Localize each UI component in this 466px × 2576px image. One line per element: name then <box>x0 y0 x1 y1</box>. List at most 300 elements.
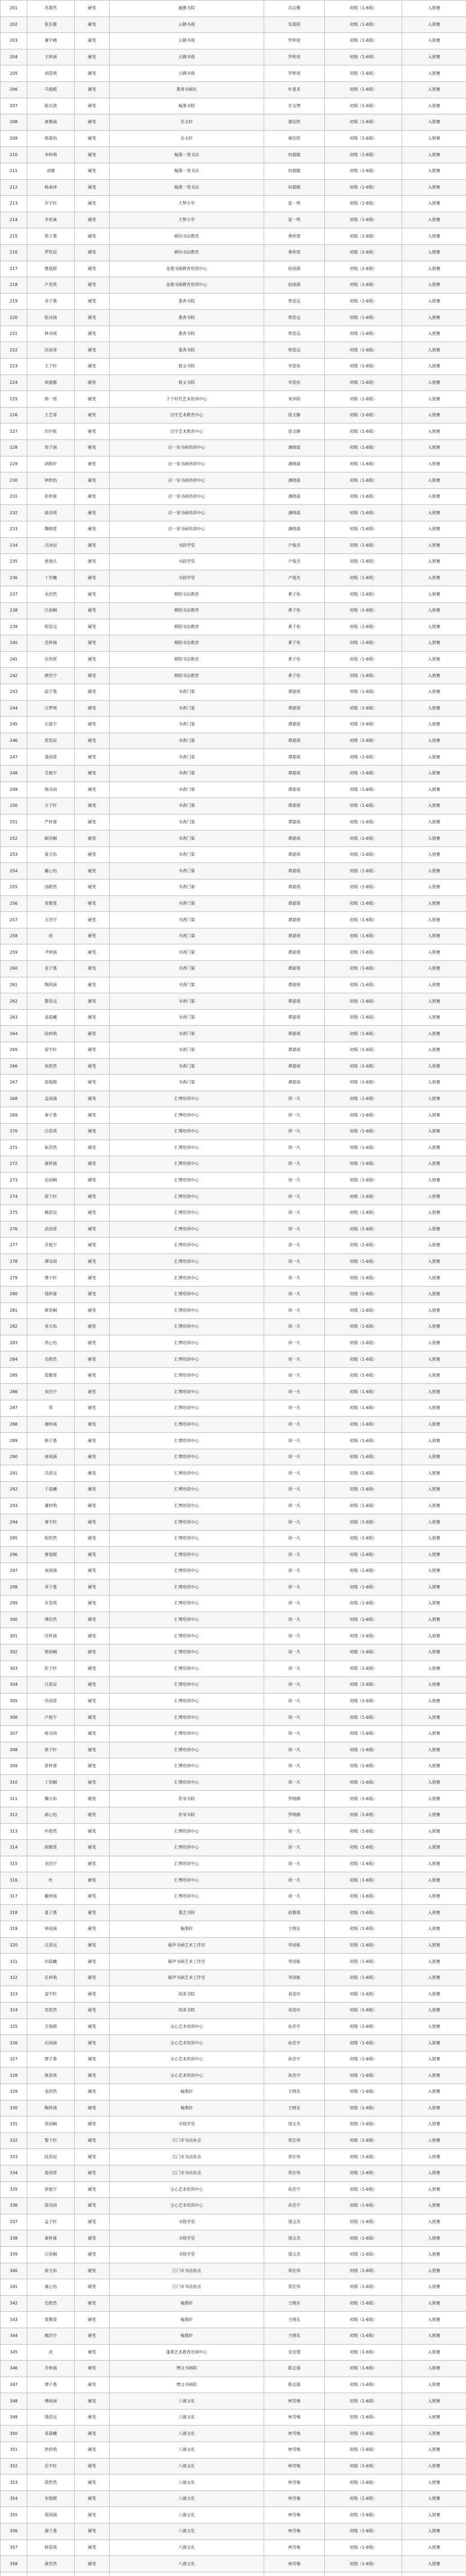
cell-status: 入围赛 <box>402 440 466 456</box>
cell-name: 岳皓然 <box>27 1351 75 1368</box>
cell-grade: 初级（1-6级） <box>325 98 402 114</box>
table-row <box>1 1514 466 1531</box>
cell-teacher <box>264 2572 325 2576</box>
cell-grade: 初级（1-6级） <box>325 586 402 603</box>
cell-institution: 书香门第 <box>110 879 264 896</box>
cell-name: 方浩宇 <box>27 912 75 928</box>
cell-institution: 汇博培训中心 <box>110 1107 264 1124</box>
cell-grade: 初级（1-6级） <box>325 537 402 554</box>
table-row <box>1 2507 466 2523</box>
cell-status: 入围赛 <box>402 1709 466 1726</box>
cell-grade: 初级（1-6级） <box>325 2100 402 2116</box>
cell-grade: 初级（1-6级） <box>325 505 402 521</box>
cell-institution: 书悦学堂 <box>110 2214 264 2230</box>
cell-category: 硬笔 <box>75 1335 110 1351</box>
cell-index: 267 <box>1 1075 27 1091</box>
cell-index: 339 <box>1 2246 27 2263</box>
table-row <box>1 1 466 17</box>
cell-status: 入围赛 <box>402 1465 466 1482</box>
cell-index: 323 <box>1 1986 27 2003</box>
cell-status: 入围赛 <box>402 977 466 993</box>
cell-grade: 初级（1-6级） <box>325 2035 402 2052</box>
table-row <box>1 993 466 1010</box>
cell-status: 入围赛 <box>402 2214 466 2230</box>
cell-grade: 初级（1-6级） <box>325 2523 402 2540</box>
cell-teacher: 谭嘉瑶 <box>264 684 325 700</box>
table-row <box>1 456 466 472</box>
cell-institution: 金墨书画教育培训中心 <box>110 261 264 277</box>
cell-category: 硬笔 <box>75 1693 110 1709</box>
cell-teacher: 张一鸣 <box>264 212 325 228</box>
table-row <box>1 2539 466 2556</box>
cell-teacher: 周一凡 <box>264 1319 325 1335</box>
cell-index: 225 <box>1 391 27 408</box>
cell-institution: 茗享书院 <box>110 1807 264 1823</box>
cell-teacher: 罗晓静 <box>264 1791 325 1807</box>
cell-category: 硬笔 <box>75 342 110 359</box>
table-row <box>1 2149 466 2165</box>
cell-teacher: 何嘉懿 <box>264 147 325 163</box>
cell-category: 硬笔 <box>75 570 110 586</box>
cell-name: 严梓睿 <box>27 814 75 831</box>
cell-category: 硬笔 <box>75 1498 110 1514</box>
table-row <box>1 1677 466 1693</box>
cell-index: 284 <box>1 1351 27 1368</box>
table-row <box>1 700 466 717</box>
table-row <box>1 2458 466 2475</box>
cell-category: 硬笔 <box>75 2246 110 2263</box>
table-row <box>1 196 466 212</box>
cell-institution: 书香门第 <box>110 993 264 1010</box>
cell-teacher: 赵雅琪 <box>264 1905 325 1921</box>
cell-institution: 书香门第 <box>110 814 264 831</box>
cell-category: 硬笔 <box>75 2409 110 2426</box>
cell-status: 入围赛 <box>402 2067 466 2084</box>
cell-status: 入围赛 <box>402 1693 466 1709</box>
cell-status: 入围赛 <box>402 635 466 652</box>
table-row <box>1 505 466 521</box>
cell-teacher: 周一凡 <box>264 1530 325 1547</box>
cell-institution: 汇博培训中心 <box>110 1725 264 1742</box>
cell-category: 硬笔 <box>75 1644 110 1660</box>
cell-grade: 初级（1-6级） <box>325 1384 402 1400</box>
cell-category: 硬笔 <box>75 310 110 326</box>
cell-name: 蔡逸凡 <box>27 554 75 570</box>
table-row <box>1 1433 466 1449</box>
cell-name: 马俊熙 <box>27 81 75 98</box>
cell-institution: 朝阳书法教育 <box>110 619 264 635</box>
cell-category: 硬笔 <box>75 895 110 912</box>
cell-name: 常雅萱 <box>27 895 75 912</box>
cell-grade: 初级（1-6级） <box>325 749 402 766</box>
cell-index: 220 <box>1 310 27 326</box>
cell-grade: 初级（1-6级） <box>325 277 402 294</box>
cell-institution: 云鹤书苑 <box>110 33 264 49</box>
table-row <box>1 2426 466 2442</box>
cell-grade: 初级（1-6级） <box>325 1628 402 1645</box>
cell-name: 贾子轩 <box>27 1189 75 1205</box>
table-row <box>1 961 466 977</box>
cell-index: 202 <box>1 16 27 33</box>
cell-teacher: 周一凡 <box>264 1823 325 1840</box>
cell-category: 硬笔 <box>75 1058 110 1075</box>
cell-category: 硬笔 <box>75 2442 110 2459</box>
cell-category: 硬笔 <box>75 1172 110 1189</box>
cell-teacher: 王晓东 <box>264 2295 325 2312</box>
cell-status: 入围赛 <box>402 147 466 163</box>
cell-teacher: 郑宏伟 <box>264 2132 325 2149</box>
cell-grade: 初级（1-6级） <box>325 1042 402 1059</box>
table-row <box>1 1888 466 1905</box>
cell-status: 入围赛 <box>402 1774 466 1791</box>
cell-index: 269 <box>1 1107 27 1124</box>
cell-index: 305 <box>1 1693 27 1709</box>
cell-index: 341 <box>1 2279 27 2296</box>
cell-institution: 汇博培训中心 <box>110 1270 264 1286</box>
cell-status: 入围赛 <box>402 1009 466 1026</box>
cell-teacher: 何嘉懿 <box>264 163 325 179</box>
cell-index: 256 <box>1 895 27 912</box>
cell-status: 入围赛 <box>402 1514 466 1531</box>
cell-category: 硬笔 <box>75 1986 110 2003</box>
cell-category: 硬笔 <box>75 1433 110 1449</box>
table-row <box>1 1319 466 1335</box>
cell-name: 卢俊宇 <box>27 1709 75 1726</box>
table-row <box>1 1856 466 1872</box>
cell-teacher: 周一凡 <box>264 1742 325 1758</box>
cell-category: 硬笔 <box>75 2295 110 2312</box>
cell-institution: 墨香书院 <box>110 310 264 326</box>
cell-institution: 汇博培训中心 <box>110 1091 264 1107</box>
cell-index: 303 <box>1 1660 27 1677</box>
cell-index: 232 <box>1 505 27 521</box>
cell-institution: 汇博培训中心 <box>110 1856 264 1872</box>
cell-status: 入围赛 <box>402 1888 466 1905</box>
cell-teacher: 周一凡 <box>264 1270 325 1286</box>
cell-institution: 启一堂书画培训中心 <box>110 440 264 456</box>
cell-status: 入围赛 <box>402 2181 466 2198</box>
table-row <box>1 391 466 408</box>
cell-name: 夏天佑 <box>27 846 75 863</box>
cell-name: 宋俊熙 <box>27 2490 75 2507</box>
cell-index: 354 <box>1 2490 27 2507</box>
cell-category: 硬笔 <box>75 537 110 554</box>
cell-grade: 初级（1-6级） <box>325 846 402 863</box>
cell-name: 常雨桐 <box>27 2116 75 2133</box>
cell-index: 224 <box>1 375 27 391</box>
cell-teacher: 周一凡 <box>264 1238 325 1254</box>
cell-institution: 书韵学堂 <box>110 537 264 554</box>
cell-name: 秦梓睿 <box>27 2230 75 2247</box>
cell-category: 硬笔 <box>75 1791 110 1807</box>
cell-category: 硬笔 <box>75 277 110 294</box>
cell-teacher: 林雪梅 <box>264 2507 325 2523</box>
table-row <box>1 1937 466 1954</box>
cell-name: 顾语桐 <box>27 831 75 847</box>
cell-name: 沈梓涵 <box>27 1628 75 1645</box>
cell-institution: 朝阳书法教育 <box>110 651 264 668</box>
cell-status: 入围赛 <box>402 375 466 391</box>
cell-teacher: 郑宏伟 <box>264 2279 325 2296</box>
cell-grade: 初级（1-6级） <box>325 1319 402 1335</box>
cell-status: 入围赛 <box>402 1986 466 2003</box>
cell-teacher: 周一凡 <box>264 1091 325 1107</box>
cell-index: 282 <box>1 1319 27 1335</box>
cell-status: 入围赛 <box>402 1351 466 1368</box>
cell-teacher: 周一凡 <box>264 1433 325 1449</box>
cell-institution: 八骏文化 <box>110 2490 264 2507</box>
cell-category: 硬笔 <box>75 1660 110 1677</box>
cell-grade: 初级（1-6级） <box>325 163 402 179</box>
table-row <box>1 733 466 749</box>
cell-index: 318 <box>1 1905 27 1921</box>
cell-teacher: 谭嘉瑶 <box>264 1026 325 1042</box>
cell-name: 戴梓涵 <box>27 1888 75 1905</box>
table-row <box>1 912 466 928</box>
cell-grade: 初级（1-6级） <box>325 1725 402 1742</box>
cell-institution: 汇博培训中心 <box>110 1758 264 1775</box>
cell-category: 硬笔 <box>75 2214 110 2230</box>
cell-teacher: 谭嘉瑶 <box>264 749 325 766</box>
table-row <box>1 1042 466 1059</box>
cell-name: 万子轩 <box>27 798 75 815</box>
cell-institution: 汉字艺术教育中心 <box>110 423 264 440</box>
cell-name: 卢思凯 <box>27 277 75 294</box>
cell-institution: 汇博培训中心 <box>110 1416 264 1433</box>
cell-category: 硬笔 <box>75 1238 110 1254</box>
cell-index: 307 <box>1 1725 27 1742</box>
table-row <box>1 1253 466 1270</box>
cell-status: 入围赛 <box>402 2165 466 2181</box>
cell-teacher: 徐文静 <box>264 423 325 440</box>
cell-institution: 蕴雅书院 <box>110 1 264 17</box>
cell-name: 康梓涵 <box>27 1156 75 1173</box>
cell-institution: 朝阳书法教育 <box>110 668 264 684</box>
cell-index: 330 <box>1 2100 27 2116</box>
cell-status: 入围赛 <box>402 1189 466 1205</box>
cell-category: 硬笔 <box>75 2279 110 2296</box>
cell-status: 入围赛 <box>402 1856 466 1872</box>
cell-teacher: 林雪梅 <box>264 2556 325 2572</box>
cell-teacher: 罗梓瑄 <box>264 65 325 82</box>
cell-index: 243 <box>1 684 27 700</box>
cell-institution: 启一堂书画培训中心 <box>110 521 264 538</box>
cell-teacher: 潘晓晨 <box>264 505 325 521</box>
cell-category: 硬笔 <box>75 2490 110 2507</box>
cell-grade: 初级（1-6级） <box>325 2295 402 2312</box>
cell-name: 岳宇轩 <box>27 2458 75 2475</box>
table-row <box>1 846 466 863</box>
cell-institution: 汇博培训中心 <box>110 1563 264 1580</box>
cell-status: 入围赛 <box>402 277 466 294</box>
cell-grade: 初级（1-6级） <box>325 1986 402 2003</box>
cell-teacher: 谭嘉瑶 <box>264 733 325 749</box>
cell-teacher: 林雪梅 <box>264 2409 325 2426</box>
cell-index: 234 <box>1 537 27 554</box>
cell-grade: 初级（1-6级） <box>325 212 402 228</box>
table-row <box>1 1693 466 1709</box>
cell-name: 郑子墨 <box>27 228 75 245</box>
cell-status: 入围赛 <box>402 1400 466 1417</box>
cell-index: 273 <box>1 1172 27 1189</box>
cell-grade: 初级（1-6级） <box>325 2279 402 2296</box>
cell-grade: 初级（1-6级） <box>325 342 402 359</box>
cell-grade: 初级（1-6级） <box>325 1449 402 1465</box>
cell-name: 吕沐辰 <box>27 537 75 554</box>
cell-teacher: 钱文杰 <box>264 2214 325 2230</box>
cell-index: 251 <box>1 814 27 831</box>
cell-name: 白语桐 <box>27 2246 75 2263</box>
cell-teacher: 孙浩宇 <box>264 2035 325 2052</box>
table-row <box>1 2556 466 2572</box>
cell-name: 段梓萌 <box>27 1026 75 1042</box>
table-row <box>1 2116 466 2133</box>
cell-institution: 汇博培训中心 <box>110 1253 264 1270</box>
cell-teacher: 王晓东 <box>264 1921 325 1938</box>
cell-grade: 初级（1-6级） <box>325 2426 402 2442</box>
cell-category: 硬笔 <box>75 1449 110 1465</box>
cell-status: 入围赛 <box>402 2035 466 2052</box>
table-row <box>1 1596 466 1612</box>
cell-grade: 初级（1-6级） <box>325 700 402 717</box>
cell-grade: 初级（1-6级） <box>325 2556 402 2572</box>
cell-status: 入围赛 <box>402 407 466 423</box>
cell-index: 301 <box>1 1628 27 1645</box>
cell-status: 入围赛 <box>402 944 466 961</box>
cell-institution: 翰墨一笔书法 <box>110 147 264 163</box>
cell-name: 邓子墨 <box>27 1579 75 1596</box>
cell-name: 钱思远 <box>27 2409 75 2426</box>
cell-grade: 初级（1-6级） <box>325 261 402 277</box>
cell-grade: 初级（1-6级） <box>325 1433 402 1449</box>
cell-grade: 初级（1-6级） <box>325 570 402 586</box>
cell-index: 238 <box>1 602 27 619</box>
cell-category: 硬笔 <box>75 1253 110 1270</box>
cell-grade: 初级（1-6级） <box>325 2442 402 2459</box>
cell-status: 入围赛 <box>402 1416 466 1433</box>
cell-grade: 初级（1-6级） <box>325 2361 402 2377</box>
table-row <box>1 1530 466 1547</box>
cell-status: 入围赛 <box>402 196 466 212</box>
cell-teacher: 谭嘉瑶 <box>264 765 325 782</box>
cell-status: 入围赛 <box>402 2344 466 2361</box>
table-row <box>1 1189 466 1205</box>
cell-grade: 初级（1-6级） <box>325 1937 402 1954</box>
cell-index: 218 <box>1 277 27 294</box>
cell-name: 雷宇轩 <box>27 1042 75 1059</box>
table-row <box>1 635 466 652</box>
cell-name: 沈雨菲 <box>27 342 75 359</box>
cell-index: 357 <box>1 2539 27 2556</box>
table-row <box>1 407 466 423</box>
cell-category: 硬笔 <box>75 1596 110 1612</box>
cell-status: 入围赛 <box>402 1937 466 1954</box>
cell-teacher: 周一凡 <box>264 1156 325 1173</box>
cell-index: 304 <box>1 1677 27 1693</box>
cell-category: 硬笔 <box>75 2523 110 2540</box>
cell-name: 阎雅萱 <box>27 1840 75 1856</box>
cell-name: 范梓涵 <box>27 635 75 652</box>
cell-institution: 书韵学堂 <box>110 554 264 570</box>
cell-institution: 汇博培训中心 <box>110 1888 264 1905</box>
cell-institution: 致文书院 <box>110 375 264 391</box>
cell-status: 入围赛 <box>402 1563 466 1580</box>
cell-status: 入围赛 <box>402 912 466 928</box>
cell-institution: 文心艺术培训中心 <box>110 2019 264 2035</box>
cell-status: 入围赛 <box>402 1107 466 1124</box>
cell-grade: 初级（1-6级） <box>325 472 402 489</box>
cell-grade: 初级（1-6级） <box>325 2263 402 2279</box>
table-row <box>1 1400 466 1417</box>
cell-teacher: 刘美玲 <box>264 1986 325 2003</box>
cell-teacher: 谭嘉瑶 <box>264 944 325 961</box>
cell-category: 硬笔 <box>75 2019 110 2035</box>
cell-index: 310 <box>1 1774 27 1791</box>
cell-institution: 书悦学堂 <box>110 2230 264 2247</box>
cell-status: 入围赛 <box>402 2361 466 2377</box>
table-row <box>1 1091 466 1107</box>
cell-category: 硬笔 <box>75 1026 110 1042</box>
cell-status: 入围赛 <box>402 651 466 668</box>
table-row <box>1 98 466 114</box>
cell-name: 孟雨涵 <box>27 1091 75 1107</box>
cell-category: 硬笔 <box>75 1270 110 1286</box>
table-row <box>1 359 466 375</box>
table-row <box>1 554 466 570</box>
cell-status: 入围赛 <box>402 2458 466 2475</box>
table-row <box>1 1270 466 1286</box>
table-row <box>1 1058 466 1075</box>
cell-name: 彭梓豪 <box>27 488 75 505</box>
cell-teacher: 周一凡 <box>264 1660 325 1677</box>
cell-status: 入围赛 <box>402 1660 466 1677</box>
cell-teacher: 林雪梅 <box>264 2393 325 2410</box>
cell-category: 硬笔 <box>75 879 110 896</box>
cell-grade: 初级（1-6级） <box>325 196 402 212</box>
cell-name: 陶梓涵 <box>27 2100 75 2116</box>
cell-category: 硬笔 <box>75 1612 110 1628</box>
cell-teacher: 周一凡 <box>264 1514 325 1531</box>
cell-grade: 初级（1-6级） <box>325 1954 402 1970</box>
table-row <box>1 2181 466 2198</box>
cell-category: 硬笔 <box>75 1774 110 1791</box>
cell-institution: 汇博培训中心 <box>110 1709 264 1726</box>
cell-category: 硬笔 <box>75 391 110 408</box>
cell-grade: 初级（1-6级） <box>325 928 402 944</box>
cell-grade: 初级（1-6级） <box>325 2165 402 2181</box>
cell-name: 史雨桐 <box>27 1172 75 1189</box>
cell-index: 335 <box>1 2181 27 2198</box>
cell-index: 353 <box>1 2475 27 2491</box>
cell-index: 261 <box>1 977 27 993</box>
cell-status: 入围赛 <box>402 1123 466 1140</box>
table-row <box>1 130 466 147</box>
cell-status: 入围赛 <box>402 2295 466 2312</box>
cell-category: 硬笔 <box>75 456 110 472</box>
cell-status: 入围赛 <box>402 1058 466 1075</box>
cell-institution: 汇博培训中心 <box>110 1872 264 1889</box>
cell-category: 硬笔 <box>75 147 110 163</box>
table-row <box>1 163 466 179</box>
cell-name: 李梓萌 <box>27 147 75 163</box>
cell-name: 董宇晴 <box>27 33 75 49</box>
table-row <box>1 1791 466 1807</box>
table-row <box>1 1367 466 1384</box>
cell-name: 唐雅涵 <box>27 114 75 131</box>
cell-category: 硬笔 <box>75 1140 110 1156</box>
cell-grade <box>325 2572 402 2576</box>
cell-index: 236 <box>1 570 27 586</box>
